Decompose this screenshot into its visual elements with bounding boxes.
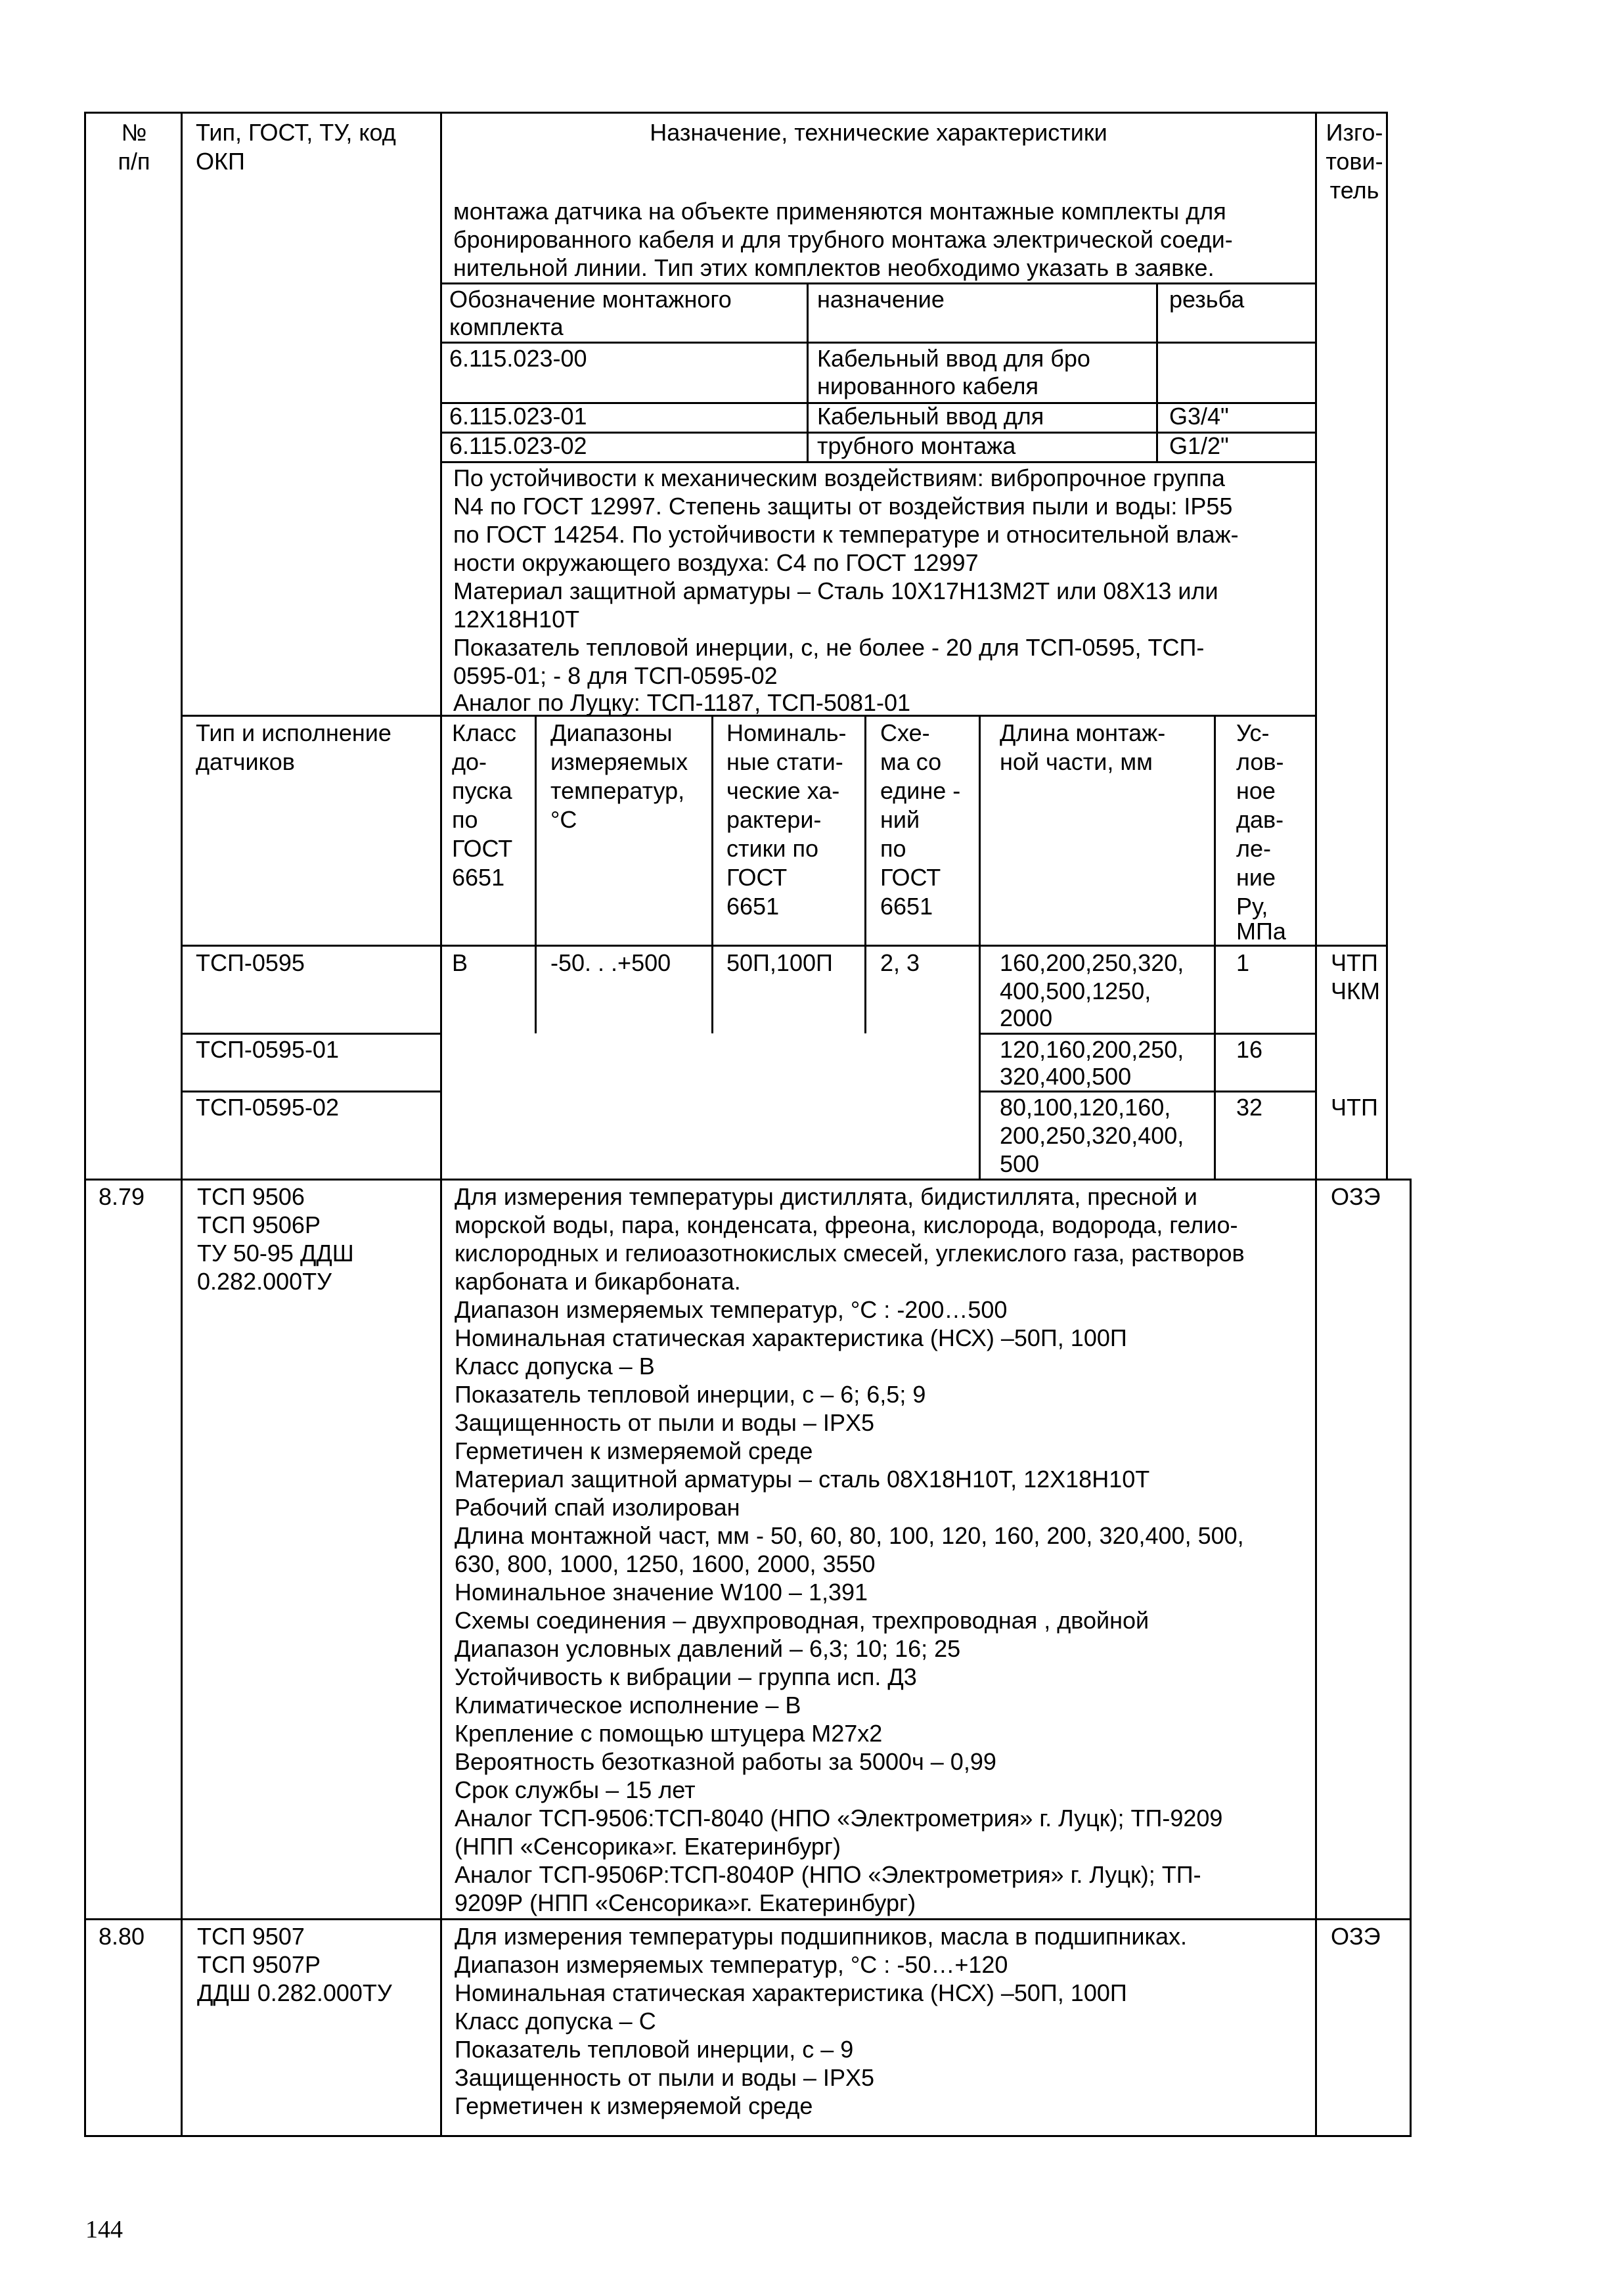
spec-line: 12Х18Н10Т [453,606,580,633]
kit-purpose: Кабельный ввод для бро [817,345,1090,372]
rule [1315,1179,1317,2136]
spec-line: ности окружающего воздуха: С4 по ГОСТ 12997 [453,549,979,576]
rule [84,112,1388,114]
sensor-head-length: ной части, мм [1000,748,1153,775]
row-type: ТУ 50-95 ДДШ [197,1240,354,1267]
row-maker: ОЗЭ [1331,1923,1381,1950]
sensor-head-class: пуска [452,777,512,804]
row-text: карбоната и бикарбоната. [455,1268,741,1295]
sensor-head-range: Диапазоны [550,719,673,746]
row-type: ТСП 9507 [197,1923,305,1950]
rule [1315,112,1317,1179]
rule [1214,715,1216,1179]
rule [1386,112,1388,1179]
sensor-head-class: по [452,806,478,833]
kit-head-designation: комплекта [449,313,564,340]
row-text: Показатель тепловой инерции, с – 9 [455,2036,854,2063]
sensor-head-nsh: 6651 [726,893,780,920]
sensor-head-nsh: стики по [726,835,818,862]
rule [979,715,981,1179]
sensor-nsh: 50П,100П [726,949,833,976]
row-text: Диапазон условных давлений – 6,3; 10; 16; 25 [455,1635,961,1662]
row-maker: ОЗЭ [1331,1183,1381,1210]
kit-head-purpose: назначение [817,286,945,313]
row-text: Для измерения температуры дистиллята, бидистиллята, пресной и [455,1183,1197,1210]
intro-line: монтажа датчика на объекте применяются монтажные комплекты для [453,198,1226,225]
kit-thread: G1/2" [1169,432,1229,459]
row-text: 630, 800, 1000, 1250, 1600, 2000, 3550 [455,1550,876,1577]
kit-code: 6.115.023-02 [449,432,587,459]
spec-line: Аналог по Луцку: ТСП-1187, ТСП-5081-01 [453,689,911,716]
sensor-head-type: Тип и исполнение [196,719,391,746]
row-type: ДДШ 0.282.000ТУ [197,1979,392,2006]
row-text: Класс допуска – В [455,1353,655,1380]
spec-line: По устойчивости к механическим воздействиям: вибропрочное группа [453,464,1225,491]
sensor-length: 160,200,250,320, [1000,949,1184,976]
row-type: ТСП 9507Р [197,1951,321,1978]
sensor-head-scheme: ГОСТ [880,864,941,891]
row-text: Герметичен к измеряемой среде [455,1437,813,1464]
sensor-head-range: температур, [550,777,685,804]
row-type: 0.282.000ТУ [197,1268,332,1295]
row-text: Защищенность от пыли и воды – IPX5 [455,1409,874,1436]
rule [1410,1179,1412,2136]
sensor-head-scheme: 6651 [880,893,933,920]
sensor-head-class: 6651 [452,864,505,891]
sensor-head-type: датчиков [196,748,295,775]
sensor-length: 120,160,200,250, [1000,1036,1184,1063]
row-text: Защищенность от пыли и воды – IPX5 [455,2064,874,2091]
rule [1156,282,1158,461]
intro-line: нительной линии. Тип этих комплектов необходимо указать в заявке. [453,254,1215,281]
rule [84,112,86,2136]
row-text: Показатель тепловой инерции, с – 6; 6,5; 9 [455,1381,926,1408]
sensor-maker: ЧКМ [1331,978,1380,1004]
rule [979,1033,1317,1035]
sensor-head-nsh: ные стати- [726,748,843,775]
header-maker: Изго- [1326,119,1383,146]
rule [535,715,537,1033]
row-text: Номинальное значение W100 – 1,391 [455,1579,868,1606]
sensor-head-scheme: Схе- [880,719,930,746]
spec-line: N4 по ГОСТ 12997. Степень защиты от воздействия пыли и воды: IP55 [453,493,1233,520]
sensor-head-nsh: ГОСТ [726,864,788,891]
kit-code: 6.115.023-00 [449,345,587,372]
sensor-length: 2000 [1000,1004,1053,1031]
row-text: Аналог ТСП-9506Р:ТСП-8040Р (НПО «Электрометрия» г. Луцк); ТП- [455,1861,1201,1888]
rule [181,945,1388,947]
row-text: Схемы соединения – двухпроводная, трехпроводная , двойной [455,1607,1149,1634]
sensor-head-pressure: дав- [1236,806,1284,833]
sensor-name: ТСП-0595 [196,949,305,976]
rule [84,1918,1412,1920]
sensor-head-nsh: ческие ха- [726,777,840,804]
kit-thread: G3/4" [1169,403,1229,430]
kit-purpose: трубного монтажа [817,432,1016,459]
sensor-pressure: 16 [1236,1036,1263,1063]
sensor-pressure: 32 [1236,1094,1263,1121]
sensor-head-pressure: Ру, [1236,893,1268,920]
header-type: ОКП [196,148,245,175]
header-no: п/п [118,148,150,175]
rule [440,112,442,2136]
sensor-head-range: °С [550,806,577,833]
rule [711,715,713,1033]
sensor-head-nsh: Номиналь- [726,719,847,746]
sensor-head-class: до- [452,748,487,775]
row-text: Герметичен к измеряемой среде [455,2092,813,2119]
sensor-name: ТСП-0595-02 [196,1094,339,1121]
row-type: ТСП 9506 [197,1183,305,1210]
spec-line: Показатель тепловой инерции, с, не более - 20 для ТСП-0595, ТСП- [453,634,1205,661]
sensor-length: 200,250,320,400, [1000,1122,1184,1149]
sensor-scheme: 2, 3 [880,949,920,976]
rule [84,2135,1412,2137]
rule [181,1033,440,1035]
kit-code: 6.115.023-01 [449,403,587,430]
header-purpose: Назначение, технические характеристики [650,119,1107,146]
row-text: морской воды, пара, конденсата, фреона, кислорода, водорода, гелио- [455,1211,1238,1238]
sensor-class: В [452,949,468,976]
sensor-head-scheme: ма со [880,748,942,775]
rule [181,112,183,2136]
row-text: Материал защитной арматуры – сталь 08Х18Н10Т, 12Х18Н10Т [455,1466,1150,1493]
row-text: Климатическое исполнение – В [455,1692,801,1719]
intro-line: бронированного кабеля и для трубного монтажа электрической соеди- [453,226,1233,253]
header-no: № [121,119,147,146]
row-text: Рабочий спай изолирован [455,1494,740,1521]
row-text: Номинальная статическая характеристика (НСХ) –50П, 100П [455,1324,1127,1351]
sensor-name: ТСП-0595-01 [196,1036,339,1063]
row-text: Устойчивость к вибрации – группа исп. Д3 [455,1663,917,1690]
sensor-head-pressure: ние [1236,864,1276,891]
sensor-length: 500 [1000,1150,1040,1177]
kit-purpose: Кабельный ввод для [817,403,1044,430]
sensor-head-scheme: по [880,835,906,862]
rule [440,282,1317,284]
kit-head-designation: Обозначение монтажного [449,286,732,313]
rule [864,715,866,1033]
sensor-head-range: измеряемых [550,748,688,775]
sensor-head-class: ГОСТ [452,835,513,862]
row-text: Класс допуска – С [455,2008,656,2035]
header-maker: тель [1329,177,1379,204]
rule [84,1179,1412,1181]
rule [181,1091,440,1092]
kit-head-thread: резьба [1169,286,1245,313]
row-text: Диапазон измеряемых температур, °С : -50…+120 [455,1951,1008,1978]
row-number: 8.80 [99,1923,145,1950]
rule [807,282,809,461]
spec-line: 0595-01; - 8 для ТСП-0595-02 [453,662,778,689]
spec-line: по ГОСТ 14254. По устойчивости к температуре и относительной влаж- [453,521,1239,548]
sensor-head-nsh: рактери- [726,806,822,833]
sensor-head-pressure: ле- [1236,835,1272,862]
row-text: (НПП «Сенсорика»г. Екатеринбург) [455,1833,841,1860]
row-text: Аналог ТСП-9506:ТСП-8040 (НПО «Электрометрия» г. Луцк); ТП-9209 [455,1805,1223,1832]
row-type: ТСП 9506Р [197,1211,321,1238]
sensor-pressure: 1 [1236,949,1250,976]
row-text: Срок службы – 15 лет [455,1776,696,1803]
spec-line: Материал защитной арматуры – Сталь 10Х17Н13М2Т или 08Х13 или [453,577,1218,604]
row-text: Длина монтажной част, мм - 50, 60, 80, 100, 120, 160, 200, 320,400, 500, [455,1522,1244,1549]
row-number: 8.79 [99,1183,145,1210]
sensor-length: 80,100,120,160, [1000,1094,1171,1121]
sensor-head-pressure: Ус- [1236,719,1270,746]
sensor-head-length: Длина монтаж- [1000,719,1166,746]
header-type: Тип, ГОСТ, ТУ, код [196,119,396,146]
page-number: 144 [85,2216,123,2243]
sensor-maker: ЧТП [1331,949,1378,976]
row-text: Вероятность безотказной работы за 5000ч – 0,99 [455,1748,996,1775]
sensor-head-class: Класс [452,719,516,746]
sensor-head-scheme: ний [880,806,920,833]
sensor-head-scheme: едине - [880,777,961,804]
row-text: Крепление с помощью штуцера М27х2 [455,1720,883,1747]
row-text: кислородных и гелиоазотнокислых смесей, углекислого газа, растворов [455,1240,1245,1267]
sensor-head-pressure: лов- [1236,748,1284,775]
sensor-length: 320,400,500 [1000,1063,1132,1090]
sensor-head-pressure: ное [1236,777,1276,804]
sensor-range: -50. . .+500 [550,949,671,976]
header-maker: тови- [1326,148,1383,175]
sensor-maker: ЧТП [1331,1094,1378,1121]
row-text: 9209Р (НПП «Сенсорика»г. Екатеринбург) [455,1889,916,1916]
sensor-head-pressure: МПа [1236,918,1286,945]
kit-purpose: нированного кабеля [817,372,1039,399]
rule [440,342,1317,344]
rule [440,461,1317,463]
row-text: Номинальная статическая характеристика (НСХ) –50П, 100П [455,1979,1127,2006]
sensor-length: 400,500,1250, [1000,978,1151,1004]
row-text: Диапазон измеряемых температур, °С : -200…500 [455,1296,1008,1323]
row-text: Для измерения температуры подшипников, масла в подшипниках. [455,1923,1188,1950]
